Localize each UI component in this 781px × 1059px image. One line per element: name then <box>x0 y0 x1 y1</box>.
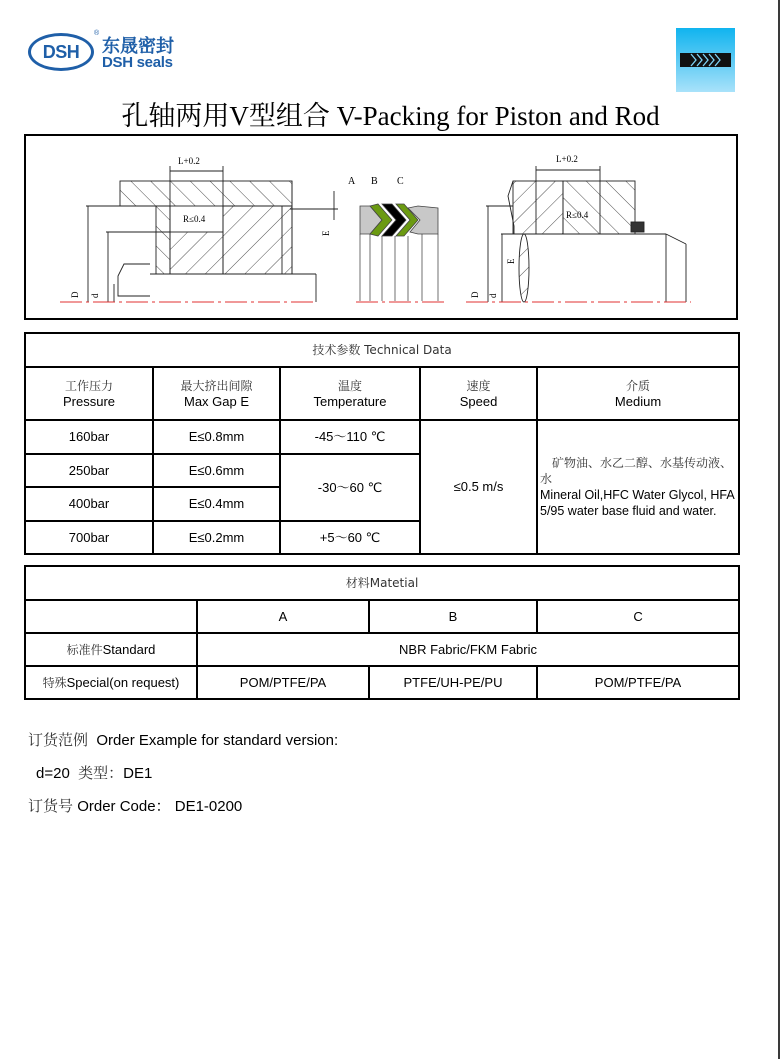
gap-cell: E≤0.8mm <box>153 420 280 454</box>
material-col-a: A <box>197 600 369 633</box>
installation-drawing <box>24 134 738 320</box>
company-logo <box>28 30 188 74</box>
technical-data-table <box>24 332 740 555</box>
logo-mark: DSH <box>28 33 94 71</box>
radius-label-right: R≤0.4 <box>566 210 589 220</box>
dim-d: d <box>90 293 100 298</box>
order-code-line: 订货号 Order Code： DE1-0200 <box>28 797 243 815</box>
col-header-pressure: 工作压力 Pressure <box>25 367 153 420</box>
speed-cell: ≤0.5 m/s <box>420 420 537 554</box>
technical-data-title: 技术参数 Technical Data <box>25 333 739 367</box>
pressure-cell: 250bar <box>25 454 153 487</box>
dim-E-right: E <box>506 258 516 264</box>
material-corner-cell <box>25 600 197 633</box>
material-table <box>24 565 740 700</box>
col-header-medium: 介质 Medium <box>537 367 739 420</box>
part-label-b: B <box>371 176 378 187</box>
col-header-speed: 速度 Speed <box>420 367 537 420</box>
logo-name-en: DSH seals <box>102 54 173 71</box>
material-col-b: B <box>369 600 537 633</box>
special-value-b: PTFE/UH-PE/PU <box>369 666 537 699</box>
col-header-gap: 最大挤出间隙 Max Gap E <box>153 367 280 420</box>
gap-cell: E≤0.4mm <box>153 487 280 521</box>
table-row <box>25 633 739 666</box>
order-spec-line: d=20 类型：DE1 <box>36 764 153 782</box>
right-view <box>486 166 686 302</box>
order-code: DE1-0200 <box>174 798 243 815</box>
dim-d-right: d <box>488 293 498 298</box>
left-view <box>86 166 338 302</box>
standard-label: 标准件Standard <box>25 633 197 666</box>
pressure-cell: 400bar <box>25 487 153 521</box>
special-label: 特殊Special(on request) <box>25 666 197 699</box>
order-example-line: 订货范例 Order Example for standard version: <box>28 731 339 749</box>
col-header-temperature: 温度 Temperature <box>280 367 420 420</box>
page-title: 孔轴两用V型组合 V-Packing for Piston and Rod <box>121 101 660 131</box>
table-row <box>25 420 739 454</box>
logo-name-cn: 东晟密封 <box>102 36 174 57</box>
material-col-c: C <box>537 600 739 633</box>
pressure-cell: 160bar <box>25 420 153 454</box>
special-value-c: POM/PTFE/PA <box>537 666 739 699</box>
temperature-cell: -30～60 ℃ <box>280 454 420 521</box>
temperature-cell: -45～110 ℃ <box>280 420 420 454</box>
standard-value: NBR Fabric/FKM Fabric <box>197 633 739 666</box>
dim-D: D <box>70 291 80 298</box>
v-packing-chevron-icon <box>676 28 735 92</box>
temperature-cell: +5～60 ℃ <box>280 521 420 554</box>
center-view <box>360 204 438 301</box>
dim-E: E <box>321 230 331 236</box>
pressure-cell: 700bar <box>25 521 153 554</box>
part-label-c: C <box>397 176 404 187</box>
special-value-a: POM/PTFE/PA <box>197 666 369 699</box>
part-label-a: A <box>348 176 356 187</box>
length-label: L+0.2 <box>178 156 200 166</box>
length-label-right: L+0.2 <box>556 154 578 164</box>
table-row <box>25 666 739 699</box>
gap-cell: E≤0.2mm <box>153 521 280 554</box>
medium-cell: 矿物油、水乙二醇、水基传动液、水 Mineral Oil,HFC Water Glycol, HFA 5/95 water base fluid and water. <box>537 420 739 554</box>
dim-D-right: D <box>470 291 480 298</box>
gap-cell: E≤0.6mm <box>153 454 280 487</box>
registered-mark: ® <box>94 30 100 37</box>
page-edge <box>778 0 780 1059</box>
material-title: 材料Matetial <box>25 566 739 600</box>
radius-label: R≤0.4 <box>183 214 206 224</box>
